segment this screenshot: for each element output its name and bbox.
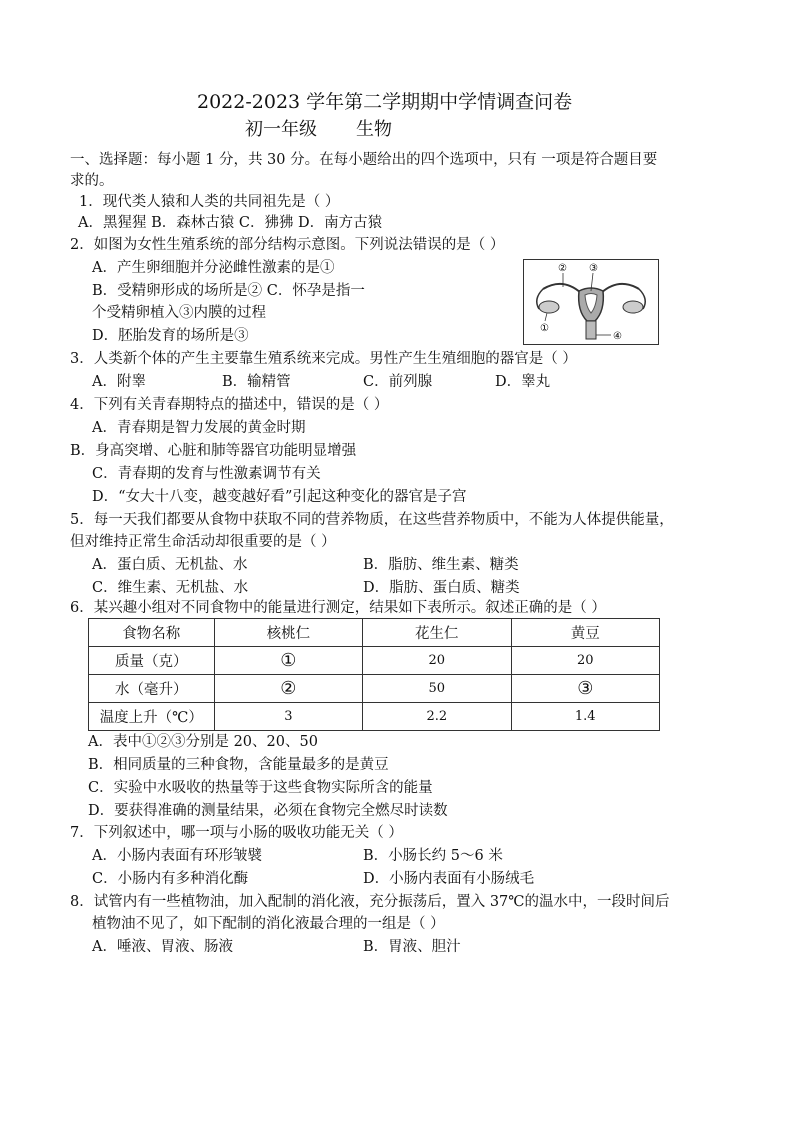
table-cell: 2.2	[363, 703, 511, 731]
subtitle-grade: 初一年级	[245, 119, 317, 140]
q4-option-b: B．身高突增、心脏和肺等器官功能明显增强	[70, 443, 357, 459]
q3-option-d: D．睾丸	[495, 374, 551, 390]
fig-label-4: ④	[613, 331, 622, 342]
fig-label-3: ③	[589, 263, 598, 274]
q6-option-c: C．实验中水吸收的热量等于这些食物实际所含的能量	[88, 780, 433, 796]
q7-option-a: A．小肠内表面有环形皱襞	[92, 848, 262, 864]
q5-stem: 5．每一天我们都要从食物中获取不同的营养物质，在这些营养物质中，不能为人体提供能量，	[70, 512, 674, 528]
q3-option-a: A．附睾	[92, 374, 146, 390]
fig-label-1: ①	[540, 323, 549, 334]
table-cell: 温度上升（℃）	[89, 703, 215, 731]
subtitle-subject: 生物	[356, 119, 392, 140]
q4-option-a: A．青春期是智力发展的黄金时期	[92, 420, 306, 436]
page-title: 2022-2023 学年第二学期期中学情调查问卷	[197, 91, 573, 113]
q1-options: A．黑猩猩 B．森林古猿 C．狒狒 D．南方古猿	[78, 215, 383, 231]
table-cell: 20	[511, 647, 659, 675]
table-header-cell: 黄豆	[511, 619, 659, 647]
q8-option-b: B．胃液、胆汁	[363, 939, 461, 955]
q4-option-c: C．青春期的发育与性激素调节有关	[92, 466, 321, 482]
q2-option-d: D．胚胎发育的场所是③	[92, 328, 249, 344]
section-heading-cont: 求的。	[70, 173, 114, 189]
q4-option-d: D．“女大十八变，越变越好看”引起这种变化的器官是子宫	[92, 489, 467, 505]
table-cell: 1.4	[511, 703, 659, 731]
table-header-cell: 食物名称	[89, 619, 215, 647]
table-header-row	[89, 619, 660, 647]
q2-option-c: 个受精卵植入③内膜的过程	[92, 305, 266, 321]
q7-option-c: C．小肠内有多种消化酶	[92, 871, 249, 887]
q8-stem-cont: 植物油不见了，如下配制的消化液最合理的一组是（ ）	[92, 916, 445, 932]
table-cell: 质量（克）	[89, 647, 215, 675]
q3-stem: 3．人类新个体的产生主要靠生殖系统来完成。男性产生生殖细胞的器官是（ ）	[70, 351, 577, 367]
table-cell: ②	[214, 675, 362, 703]
q7-option-b: B．小肠长约 5～6 米	[363, 848, 503, 864]
q3-option-b: B．输精管	[222, 374, 291, 390]
table-cell: 水（毫升）	[89, 675, 215, 703]
q5-option-b: B．脂肪、维生素、糖类	[363, 557, 519, 573]
q6-stem: 6．某兴趣小组对不同食物中的能量进行测定，结果如下表所示。叙述正确的是（ ）	[70, 600, 606, 616]
fig-label-2: ②	[558, 263, 567, 274]
table-header-cell: 花生仁	[363, 619, 511, 647]
q6-option-b: B．相同质量的三种食物，含能量最多的是黄豆	[88, 757, 389, 773]
q5-stem-cont: 但对维持正常生命活动却很重要的是（ ）	[70, 534, 336, 550]
table-row	[89, 675, 660, 703]
table-row	[89, 703, 660, 731]
q8-stem: 8．试管内有一些植物油，加入配制的消化液，充分振荡后，置入 37℃的温水中，一段时间后	[70, 894, 670, 910]
table-cell: ①	[214, 647, 362, 675]
table-header-cell: 核桃仁	[214, 619, 362, 647]
q8-option-a: A．唾液、胃液、肠液	[92, 939, 233, 955]
q2-option-b: B．受精卵形成的场所是② C．怀孕是指一	[92, 283, 365, 299]
q1-stem: 1．现代类人猿和人类的共同祖先是（ ）	[79, 194, 340, 210]
q3-option-c: C．前列腺	[363, 374, 433, 390]
energy-table	[88, 618, 660, 731]
q5-option-c: C．维生素、无机盐、水	[92, 580, 249, 596]
q4-stem: 4．下列有关青春期特点的描述中，错误的是（ ）	[70, 397, 389, 413]
q7-stem: 7．下列叙述中，哪一项与小肠的吸收功能无关（ ）	[70, 825, 403, 841]
table-cell: 3	[214, 703, 362, 731]
q5-option-d: D．脂肪、蛋白质、糖类	[363, 580, 520, 596]
q2-stem: 2．如图为女性生殖系统的部分结构示意图。下列说法错误的是（ ）	[70, 237, 505, 253]
reproductive-system-diagram	[523, 259, 659, 345]
section-heading: 一、选择题：每小题 1 分，共 30 分。在每小题给出的四个选项中，只有 一项是符合题目要	[70, 152, 658, 168]
table-cell: 50	[363, 675, 511, 703]
table-cell: ③	[511, 675, 659, 703]
q5-option-a: A．蛋白质、无机盐、水	[92, 557, 248, 573]
q2-option-a: A．产生卵细胞并分泌雌性激素的是①	[92, 260, 335, 276]
q7-option-d: D．小肠内表面有小肠绒毛	[363, 871, 535, 887]
q6-option-d: D．要获得准确的测量结果，必须在食物完全燃尽时读数	[88, 803, 448, 819]
table-cell: 20	[363, 647, 511, 675]
table-row	[89, 647, 660, 675]
q6-option-a: A．表中①②③分别是 20、20、50	[88, 734, 318, 750]
